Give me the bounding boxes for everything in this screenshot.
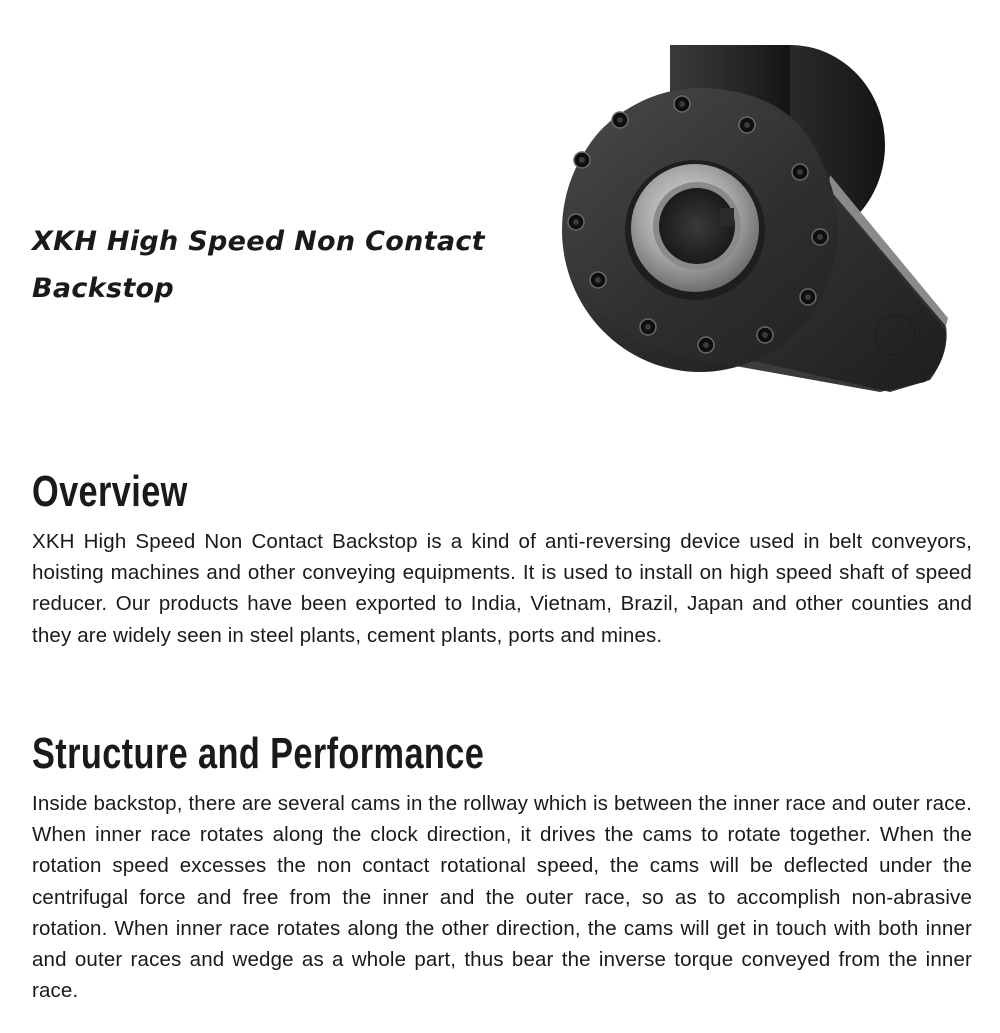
overview-heading: Overview <box>32 467 188 516</box>
backstop-product-image <box>560 30 955 400</box>
product-title-line2: Backstop <box>32 273 175 304</box>
product-title <box>32 218 512 312</box>
structure-text: Inside backstop, there are several cams in the rollway which is between the inner race and outer race. When inner race rotates along the clock direction, it drives the cams to rotate together. When the rotation speed excesses the non contact rotational speed, the cams will be deflected under the centrifugal force and free from the inner and the outer race, so as to accomplish non-abrasive rotation. When inner race rotates along the other direction, the cams will get in touch with both inner and outer races and wedge as a whole part, thus bear the inverse torque conveyed from the inner race. <box>32 792 972 1003</box>
structure-heading: Structure and Performance <box>32 729 485 778</box>
overview-text: XKH High Speed Non Contact Backstop is a kind of anti-reversing device used in belt conveyors, hoisting machines and other conveying equipments. It is used to install on high speed shaft of speed reducer. Our products have been exported to India, Vietnam, Brazil, Japan and other counties and they are widely seen in steel plants, cement plants, ports and mines. <box>32 530 972 647</box>
product-title-line1: XKH High Speed Non Contact <box>32 226 485 257</box>
